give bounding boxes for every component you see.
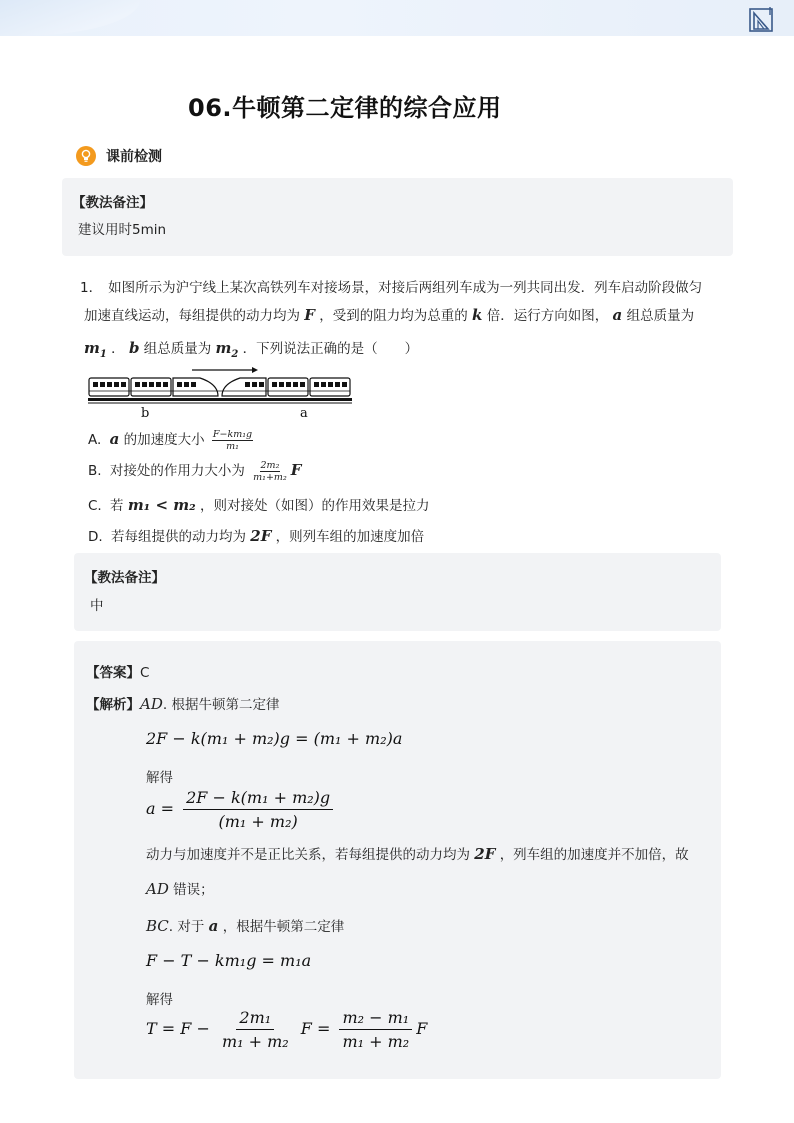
- question-text-3b: 组总质量为: [143, 341, 212, 357]
- answer-value: C: [140, 665, 150, 681]
- analysis-line: 【解析】AD. 根据牛顿第二定律: [86, 695, 280, 713]
- analysis-paragraph-1: 动力与加速度并不是正比关系，若每组提供的动力均为 2F ，列车组的加速度并不加倍，故: [146, 845, 689, 863]
- question-text-3a: ．: [111, 341, 125, 357]
- solve-label-1: 解得: [146, 770, 173, 786]
- section-label: 课前检测: [106, 149, 162, 165]
- option-b-fraction: $\frac{\text{2m₂}}{\text{m₁+m₂}}$: [253, 459, 287, 483]
- header-band: [0, 0, 794, 36]
- var-a: a: [612, 306, 623, 324]
- equation-4: T = F − $\frac{\text{2m₁}}{\text{m₁ + m₂}}$ F = $\frac{\text{m₂ − m₁}}{\text{m₁ + m₂}}$ F: [146, 1008, 428, 1051]
- lightbulb-icon: [76, 146, 96, 166]
- teaching-note-text: 建议用时5min: [78, 222, 167, 238]
- answer-line: [86, 661, 149, 681]
- answer-label: 【答案】: [86, 665, 140, 681]
- question-text-3c: ．下列说法正确的是（ ）: [242, 341, 419, 357]
- teaching-note-box-2: [74, 553, 721, 631]
- var-b: b: [128, 339, 140, 357]
- figure-label-a: a: [300, 406, 308, 421]
- question-text-2c: 倍．运行方向如图，: [486, 308, 609, 324]
- geometry-logo-icon: [748, 5, 776, 33]
- question-number: 1．: [80, 280, 103, 296]
- teaching-note-title-2: 【教法备注】: [84, 570, 165, 586]
- teaching-note-box: [62, 178, 733, 256]
- question-line-1: [80, 276, 702, 296]
- analysis-label: 【解析】: [86, 697, 140, 713]
- option-d[interactable]: D. 若每组提供的动力均为 2F ，则列车组的加速度加倍: [88, 527, 425, 545]
- option-c[interactable]: C. 若 m₁ < m₂ ，则对接处（如图）的作用效果是拉力: [88, 496, 430, 514]
- teaching-note-title: 【教法备注】: [72, 195, 153, 211]
- question-text-2a: 加速直线运动，每组提供的动力均为: [84, 308, 300, 324]
- question-text-2b: ，受到的阻力均为总重的: [319, 308, 468, 324]
- question-text-1: 如图所示为沪宁线上某次高铁列车对接场景，对接后两组列车成为一列共同出发．列车启动阶段做匀: [108, 280, 703, 296]
- section-heading: [76, 146, 162, 166]
- question-line-3: [84, 337, 418, 360]
- analysis-paragraph-2: AD 错误；: [146, 880, 214, 898]
- equation-1: 2F − k(m₁ + m₂)g = (m₁ + m₂)a: [146, 729, 403, 748]
- question-text-2d: 组总质量为: [626, 308, 695, 324]
- figure-label-b: b: [141, 406, 150, 421]
- option-b[interactable]: B. 对接处的作用力大小为 $\frac{\text{2m₂}}{\text{m₁+m₂}}$ F: [88, 459, 302, 483]
- teaching-note-text-2: 中: [90, 598, 104, 614]
- analysis-bc-line: BC. 对于 a ，根据牛顿第二定律: [146, 917, 345, 935]
- var-m1: $m_1$: [84, 339, 107, 360]
- train-docking-figure: [88, 364, 354, 408]
- page-title: 06.牛顿第二定律的综合应用: [188, 94, 502, 122]
- solve-label-2: 解得: [146, 992, 173, 1008]
- question-line-2: [84, 304, 694, 324]
- header-swoosh: [0, 0, 140, 36]
- equation-3: F − T − km₁g = m₁a: [146, 951, 312, 970]
- var-F: F: [304, 306, 315, 324]
- var-k: k: [472, 306, 483, 324]
- equation-2: a = $\frac{\text{2F − k(m₁ + m₂)g}}{\text{(m₁ + m₂)}}$: [146, 788, 337, 831]
- var-m2: $m_2$: [215, 339, 239, 360]
- option-a-fraction: $\frac{\text{F−km₁g}}{\text{m₁}}$: [212, 428, 253, 452]
- option-a[interactable]: A. a 的加速度大小 $\frac{\text{F−km₁g}}{\text{m₁}}$: [88, 428, 253, 452]
